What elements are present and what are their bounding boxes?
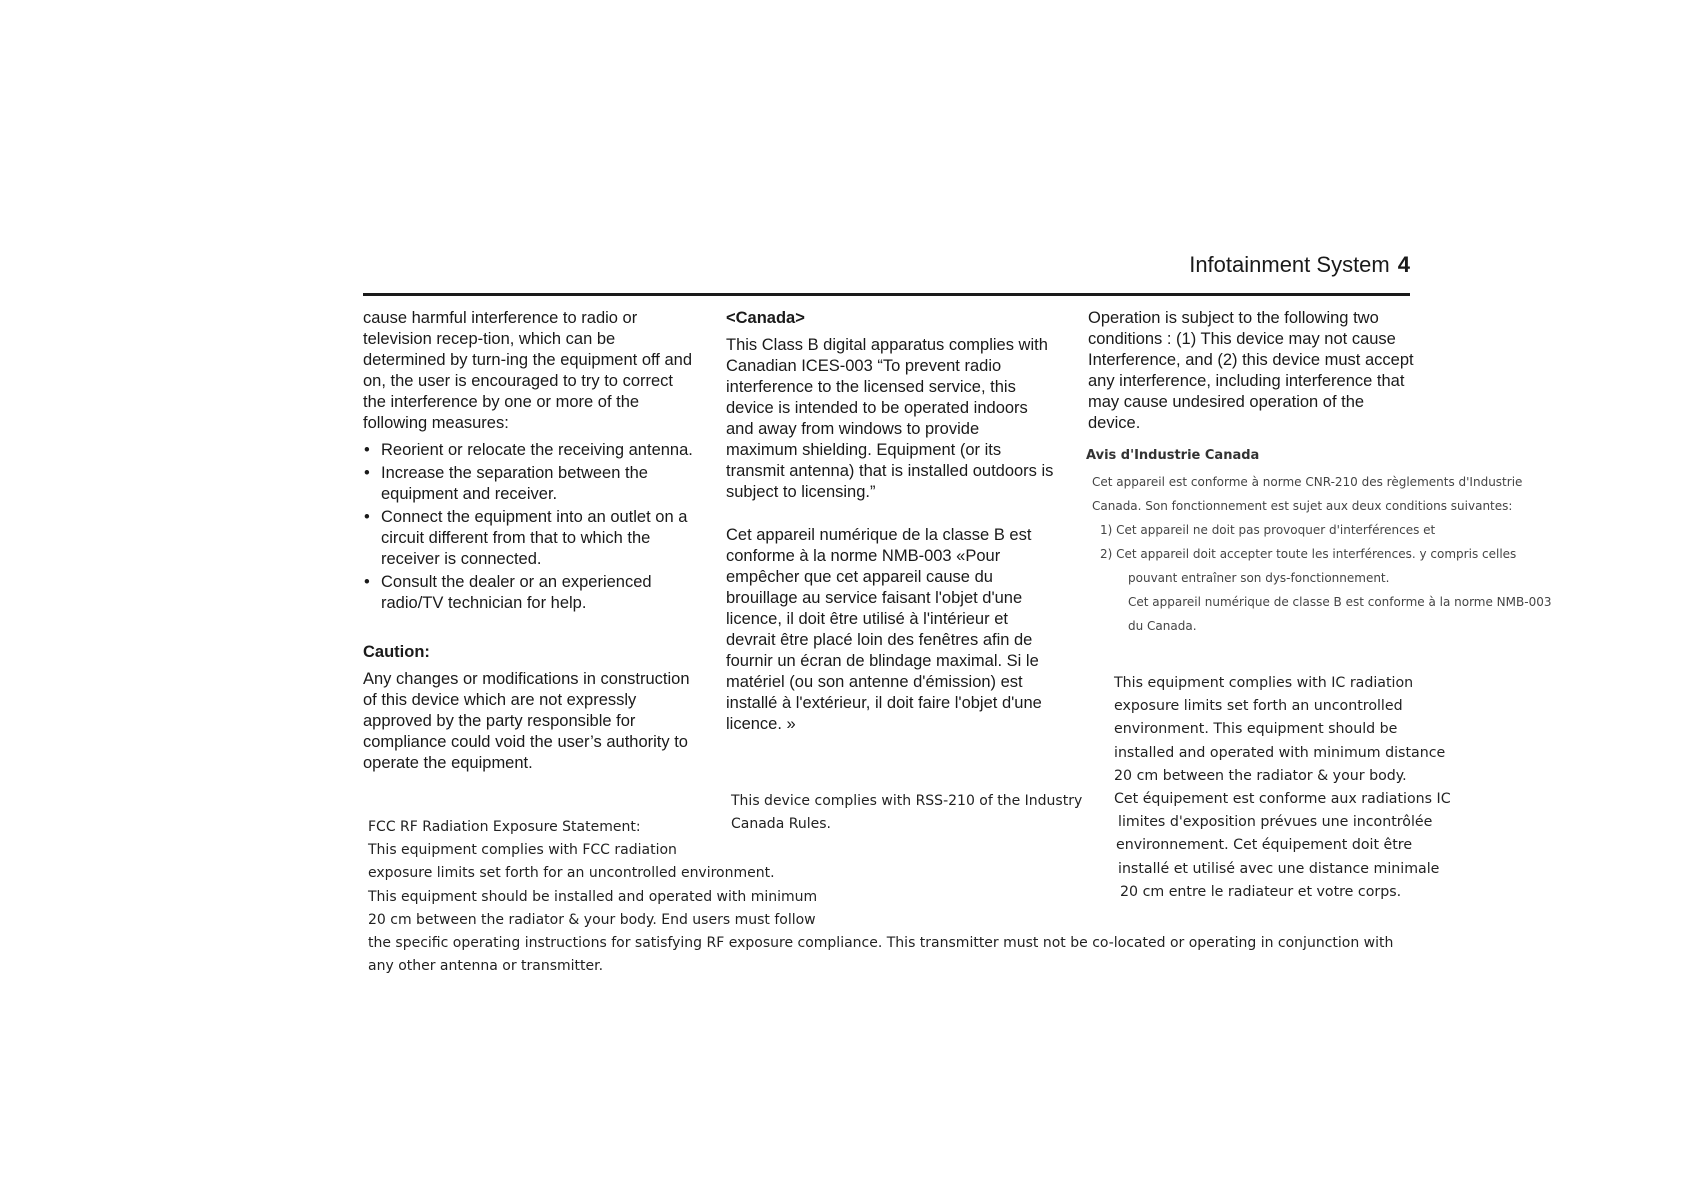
ic-radiation-statement [1114, 672, 1451, 904]
list-item: • Increase the separation between the equipment and receiver. [363, 463, 693, 505]
rss-statement [731, 790, 1082, 836]
avis-text [1092, 470, 1551, 638]
caution-text: Any changes or modifications in construction of this device which are not expressly approved by the party responsible for compliance could void the user’s authority to operate the equipment. [363, 670, 690, 772]
ic-line: limites d'exposition prévues une incontrôlée [1118, 814, 1433, 831]
list-item: • Connect the equipment into an outlet on a circuit different from that to which the receiver is connected. [363, 507, 693, 570]
page-header [1189, 252, 1410, 278]
ic-line: 20 cm entre le radiateur et votre corps. [1120, 883, 1402, 900]
avis-line: pouvant entraîner son dys-fonctionnement. [1128, 571, 1390, 585]
canada-english-text: This Class B digital apparatus complies with Canadian ICES-003 “To prevent radio interference to the licensed service, this device is intended to be operated indoors and away from windows to provide maximum shielding. Equipment (or its transmit antenna) that is installed outdoors is subject to licensing.” [726, 336, 1054, 501]
avis-line: Cet appareil numérique de classe B est conforme à la norme NMB-003 [1128, 595, 1552, 609]
measures-list [363, 440, 693, 614]
fcc-line: the specific operating instructions for satisfying RF exposure compliance. This transmitter must not be co-located or operating in conjunction with [368, 935, 1394, 952]
section-title: Infotainment System [1189, 252, 1390, 277]
avis-line: 1) Cet appareil ne doit pas provoquer d'interférences et [1100, 523, 1436, 537]
ic-line: Cet équipement est conforme aux radiations IC [1114, 791, 1451, 808]
avis-line: 2) Cet appareil doit accepter toute les interférences. y compris celles [1100, 547, 1517, 561]
column-1 [363, 308, 693, 774]
ic-line: environment. This equipment should be [1114, 721, 1398, 738]
fcc-line: This equipment should be installed and operated with minimum [368, 888, 818, 905]
column-2 [726, 308, 1054, 735]
operation-conditions: Operation is subject to the following two conditions : (1) This device may not cause Interference, and (2) this device must accept any interference, including interference that may cause undesired operation of the device. [1088, 309, 1414, 432]
list-item: • Consult the dealer or an experienced radio/TV technician for help. [363, 572, 693, 614]
rss-line: This device complies with RSS-210 of the Industry [731, 793, 1083, 809]
fcc-line: This equipment complies with FCC radiation [368, 842, 677, 859]
ic-line: 20 cm between the radiator & your body. [1114, 767, 1407, 784]
avis-line: Canada. Son fonctionnement est sujet aux deux conditions suivantes: [1092, 499, 1513, 513]
page-number: 4 [1397, 252, 1410, 277]
fcc-line: any other antenna or transmitter. [368, 958, 604, 975]
canada-french-text: Cet appareil numérique de la classe B est conforme à la norme NMB-003 «Pour empêcher que cet appareil cause du brouillage au service faisant l'objet d'une licence, il doit être utilisé à l'intérieur et devrait être placé loin des fenêtres afin de fournir un écran de blindage maximal. Si le matériel (ou son antenne d'émission) est installé à l'extérieur, il doit faire l'objet d'une licence. » [726, 526, 1042, 733]
canada-heading: <Canada> [726, 309, 805, 327]
ic-line: environnement. Cet équipement doit être [1116, 837, 1413, 854]
fcc-line: 20 cm between the radiator & your body. End users must follow [368, 911, 816, 928]
ic-line: installé et utilisé avec une distance minimale [1118, 860, 1440, 877]
header-rule [363, 293, 1410, 296]
fcc-heading: FCC RF Radiation Exposure Statement: [368, 819, 641, 835]
interference-intro: cause harmful interference to radio or television recep-tion, which can be determined by turn-ing the equipment off and on, the user is encouraged to try to correct the interference by one or more of the following measures: [363, 309, 692, 432]
list-item: • Reorient or relocate the receiving antenna. [363, 440, 693, 461]
fcc-line: exposure limits set forth for an uncontrolled environment. [368, 865, 775, 882]
column-3 [1088, 308, 1418, 434]
ic-line: exposure limits set forth an uncontrolled [1114, 698, 1403, 715]
avis-line: du Canada. [1128, 619, 1197, 633]
avis-heading: Avis d'Industrie Canada [1086, 448, 1260, 463]
rss-line: Canada Rules. [731, 816, 831, 833]
avis-line: Cet appareil est conforme à norme CNR-210 des règlements d'Industrie [1092, 475, 1523, 489]
ic-line: installed and operated with minimum distance [1114, 744, 1446, 761]
ic-line: This equipment complies with IC radiation [1114, 675, 1414, 691]
caution-heading: Caution: [363, 643, 430, 661]
